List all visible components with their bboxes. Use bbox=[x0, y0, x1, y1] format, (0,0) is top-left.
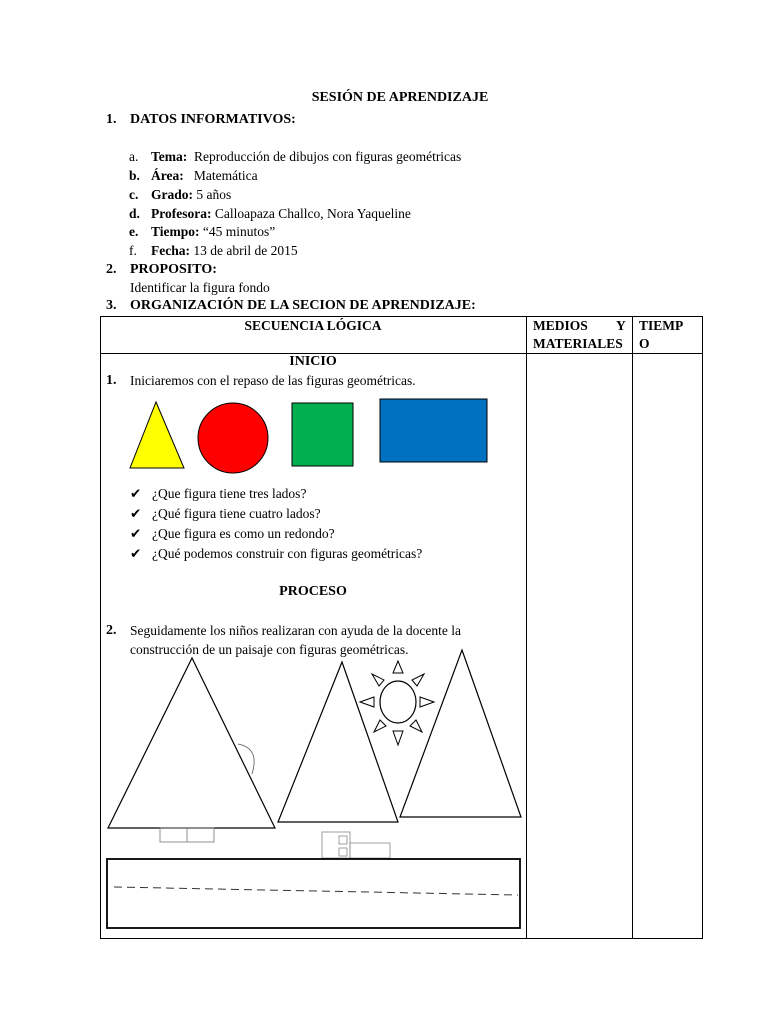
section-2-heading: PROPOSITO: bbox=[130, 262, 217, 277]
header-tiempo: TIEMP bbox=[639, 318, 684, 333]
question-1: ✔ ¿Que figura tiene tres lados? bbox=[130, 486, 307, 501]
check-icon: ✔ bbox=[130, 486, 142, 501]
info-item-tema bbox=[129, 149, 461, 165]
info-letter: a. bbox=[129, 149, 139, 164]
info-letter: f. bbox=[129, 243, 137, 258]
info-key: Profesora: bbox=[151, 206, 212, 221]
page-title: SESIÓN DE APRENDIZAJE bbox=[311, 90, 489, 105]
info-value: Reproducción de dibujos con figuras geométricas bbox=[194, 149, 462, 164]
check-icon: ✔ bbox=[130, 546, 142, 561]
info-item-area bbox=[129, 168, 258, 184]
info-value: 13 de abril de 2015 bbox=[193, 243, 298, 258]
landscape-drawing bbox=[100, 640, 526, 935]
proposito-text: Identificar la figura fondo bbox=[130, 280, 270, 295]
sun bbox=[360, 661, 434, 745]
check-icon: ✔ bbox=[130, 506, 142, 521]
info-key: Grado: bbox=[151, 187, 193, 202]
shapes-row bbox=[100, 390, 526, 480]
info-key: Tiempo: bbox=[151, 224, 200, 239]
table-col-divider-1 bbox=[526, 316, 527, 939]
section-1-heading: DATOS INFORMATIVOS: bbox=[130, 112, 296, 127]
inicio-heading: INICIO bbox=[289, 354, 337, 369]
section-1-number: 1. bbox=[106, 112, 117, 127]
check-icon: ✔ bbox=[130, 526, 142, 541]
question-2: ✔ ¿Qué figura tiene cuatro lados? bbox=[130, 506, 321, 521]
info-value: “45 minutos” bbox=[202, 224, 276, 239]
section-3-heading: ORGANIZACIÓN DE LA SECION DE APRENDIZAJE: bbox=[130, 298, 476, 313]
sun-ray bbox=[393, 731, 403, 745]
question-3: ✔ ¿Que figura es como un redondo? bbox=[130, 526, 335, 541]
section-2-number: 2. bbox=[106, 262, 117, 277]
proceso-text-line-1: Seguidamente los niños realizaran con ayuda de la docente la bbox=[130, 623, 461, 638]
sun-ray bbox=[393, 661, 403, 673]
left-big-triangle bbox=[108, 658, 275, 828]
sun-ray bbox=[372, 674, 384, 686]
info-item-fecha bbox=[129, 243, 298, 259]
proceso-text-line-2: construcción de un paisaje con figuras geométricas. bbox=[130, 642, 409, 657]
info-key: Fecha: bbox=[151, 243, 190, 258]
header-medios-y: Y bbox=[616, 318, 626, 333]
sun-ray bbox=[412, 674, 424, 686]
info-item-tiempo bbox=[129, 224, 275, 240]
table-col-divider-2 bbox=[632, 316, 633, 939]
small-house bbox=[322, 832, 390, 858]
section-3-number: 3. bbox=[106, 298, 117, 313]
proceso-heading: PROCESO bbox=[279, 584, 347, 599]
info-key: Área: bbox=[151, 168, 184, 183]
info-letter: c. bbox=[129, 187, 139, 202]
info-value: Matemática bbox=[193, 168, 258, 183]
sun-ray bbox=[374, 720, 386, 732]
info-item-grado bbox=[129, 187, 231, 203]
middle-triangle bbox=[278, 662, 398, 822]
sun-ray bbox=[420, 697, 434, 707]
green-square bbox=[292, 403, 353, 466]
proceso-number: 2. bbox=[106, 623, 117, 638]
header-medios: MEDIOS bbox=[533, 318, 588, 333]
red-circle bbox=[198, 403, 268, 473]
header-materiales: MATERIALES bbox=[533, 336, 623, 351]
yellow-triangle bbox=[130, 402, 184, 468]
sun-ray bbox=[360, 697, 374, 707]
sun-ray bbox=[410, 720, 422, 732]
header-tiempo-o: O bbox=[639, 336, 650, 351]
question-4: ✔ ¿Qué podemos construir con figuras geométricas? bbox=[130, 546, 423, 561]
info-letter: e. bbox=[129, 224, 139, 239]
info-key: Tema: bbox=[151, 149, 188, 164]
info-letter: b. bbox=[129, 168, 140, 183]
blue-rectangle bbox=[380, 399, 487, 462]
sun-circle bbox=[380, 681, 416, 723]
inicio-number: 1. bbox=[106, 373, 117, 388]
inicio-text: Iniciaremos con el repaso de las figuras geométricas. bbox=[130, 373, 416, 388]
info-letter: d. bbox=[129, 206, 140, 221]
right-triangle bbox=[400, 650, 521, 817]
header-secuencia-logica: SECUENCIA LÓGICA bbox=[244, 318, 382, 333]
info-item-profesora bbox=[129, 206, 411, 222]
info-value: Calloapaza Challco, Nora Yaqueline bbox=[214, 206, 411, 221]
info-value: 5 años bbox=[196, 187, 232, 202]
